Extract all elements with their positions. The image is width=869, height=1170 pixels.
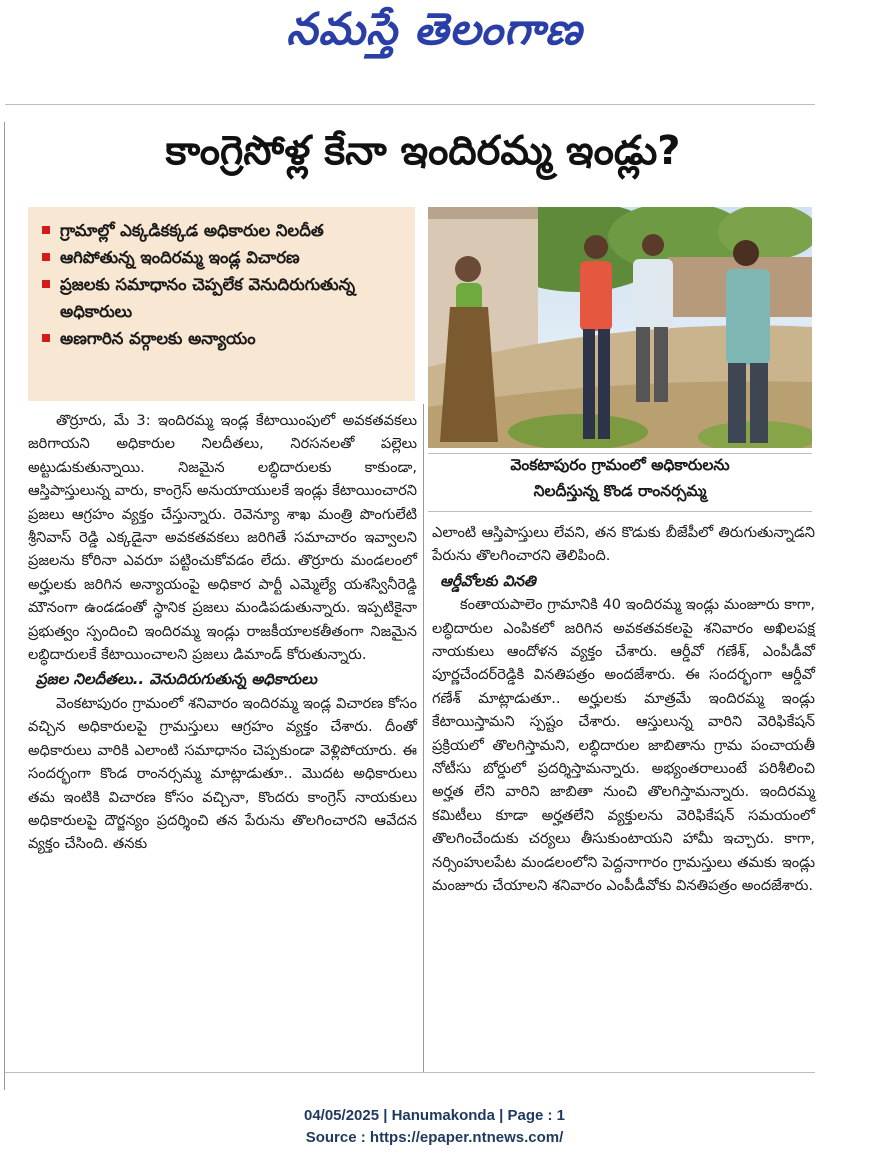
red-square-bullet-icon (42, 334, 50, 342)
footer-divider (5, 1072, 815, 1073)
column-divider (423, 404, 424, 1072)
news-photo (428, 207, 812, 448)
article-paragraph: ఎలాంటి ఆస్తిపాస్తులు లేవని, తన కొడుకు బీజేపీలో తిరుగుతున్నాడని పేరును తొలగించారని తెలిపింది. (432, 524, 815, 565)
article-paragraph: వెంకటాపురం గ్రామంలో శనివారం ఇందిరమ్మ ఇండ్ల విచారణ కోసం వచ్చిన అధికారులపై గ్రామస్తులు ఆగ్రహం వ్యక్తం చేశారు. దీంతో అధికారులు వారికి ఎలాంటి సమాధానం చెప్పకుండా వెళ్లిపోయారు. ఈ సందర్భంగా కొండ రాంనర్సమ్మ మాట్లాడుతూ.. మొదట అధికారులు తమ ఇంటికి విచారణ కోసం వచ్చినా, కొందరు కాంగ్రెస్ నాయకులు అధికారులపై దౌర్జన్యం ప్రదర్శించి తన పేరును తొలగించారని ఆవేదన వ్యక్తం చేసింది. తనకు (28, 694, 417, 853)
newspaper-masthead: నమస్తే తెలంగాణ (286, 4, 583, 55)
caption-bottom-divider (428, 511, 812, 512)
caption-line: వెంకటాపురం గ్రామంలో అధికారులను (510, 456, 730, 474)
red-square-bullet-icon (42, 253, 50, 261)
article-paragraph: తొర్రూరు, మే 3: ఇందిరమ్మ ఇండ్ల కేటాయింపులో అవకతవకలు జరిగాయని అధికారుల నిలదీతలు, నిరసనలతో పల్లెలు అట్టుడుకుతున్నాయి. నిజమైన లబ్ధిదారులకు కాకుండా, ఆస్తిపాస్తులున్న వారు, కాంగ్రెస్ అనుయాయులకే ఇండ్లు కేటాయించారని ప్రజలు ఆగ్రహం వ్యక్తం చేస్తున్నారు. రెవెన్యూ శాఖ మంత్రి పొంగులేటి శ్రీనివాస్ రెడ్డి ఎక్కడైనా అవకతవకలు జరిగితే సమాచారం ఇవ్వాలని ప్రజలను కోరినా ఎవరూ పట్టించుకోవడం లేదు. తొర్రూరు మండలంలో అర్హులకు జరిగిన అన్యాయంపై అధికార పార్టీ ఎమ్మెల్యే యశస్వినీరెడ్డి మౌనంగా ఉండడంతో స్థానిక ప్రజలు మండిపడుతున్నారు. ఇప్పటికైనా ప్రభుత్వం స్పందించి ఇందిరమ్మ ఇండ్లు రాజకీయాలకతీతంగా నిజమైన లబ్ధిదారులకే కేటాయించాలని ప్రజలు డిమాండ్ కోరుతున్నారు. (28, 412, 417, 664)
red-square-bullet-icon (42, 226, 50, 234)
footer-source: Source : https://epaper.ntnews.com/ (305, 1129, 564, 1146)
highlights-box (28, 207, 415, 401)
highlight-item: అణగారిన వర్గాలకు అన్యాయం (38, 325, 407, 352)
article-subheading: ప్రజల నిలదీతలు.. వెనుదిరుగుతున్న అధికారులు (36, 670, 317, 689)
page-footer (0, 1105, 869, 1149)
caption-top-divider (428, 453, 812, 454)
article-column-left (28, 409, 417, 856)
article-subheading: ఆర్డీవోలకు వినతి (440, 571, 536, 590)
left-border-line (4, 122, 5, 1090)
article-paragraph: కంతాయపాలెం గ్రామానికి 40 ఇందిరమ్మ ఇండ్లు మంజూరు కాగా, లబ్ధిదారుల ఎంపికలో జరిగిన అవకతవకలపై శనివారం అఖిలపక్ష నాయకులు ఆందోళన వ్యక్తం చేశారు. ఆర్డీవో గణేశ్, ఎంపీడీవో పూర్ణచేందర్‌రెడ్డికి వినతిపత్రం అందజేశారు. ఈ సందర్భంగా ఆర్డీవో గణేశ్ మాట్లాడుతూ.. అర్హులకు మాత్రమే ఇందిరమ్మ ఇండ్లు కేటాయిస్తామని స్పష్టం చేశారు. ఆస్తులున్న వారిని వెరిఫికేషన్ ప్రక్రియలో తొలగిస్తామని, లబ్ధిదారుల జాబితాను గ్రామ పంచాయతీ నోటీసు బోర్డులో ప్రదర్శిస్తామన్నారు. అభ్యంతరాలుంటే పరిశీలించి అర్హత లేని వారిని జాబితా నుంచి తొలగిస్తామన్నారు. ఇందిరమ్మ కమిటీలు కూడా అర్హతలేని వ్యక్తులను వెరిఫికేషన్ సమయంలో తొలగించేందుకు చర్యలు తీసుకుంటాయని హామీ ఇచ్చారు. కాగా, నర్సింహులపేట మండలంలోని పెద్దనాగారం గ్రామస్తులు తమకు ఇండ్లు మంజూరు చేయాలని శనివారం ఎంపీడీవోకు వినతిపత్రం అందజేశారు. (432, 596, 815, 895)
footer-date-edition: 04/05/2025 | Hanumakonda | Page : 1 (303, 1107, 565, 1124)
red-square-bullet-icon (42, 280, 50, 288)
village-scene-illustration (428, 207, 812, 448)
photo-caption (428, 452, 812, 504)
article-column-right (432, 521, 815, 898)
masthead-divider (5, 104, 815, 105)
caption-line: నిలదీస్తున్న కొండ రాంనర్సమ్మ (533, 482, 707, 500)
highlight-item: ఆగిపోతున్న ఇందిరమ్మ ఇండ్ల విచారణ (38, 244, 407, 271)
highlight-item: ప్రజలకు సమాధానం చెప్పలేక వెనుదిరుగుతున్న అధికారులు (38, 271, 407, 325)
article-headline: కాంగ్రెసోళ్ల కేనా ఇందిరమ్మ ఇండ్లు? (165, 128, 681, 174)
highlight-item: గ్రామాల్లో ఎక్కడికక్కడ అధికారుల నిలదీత (38, 217, 407, 244)
